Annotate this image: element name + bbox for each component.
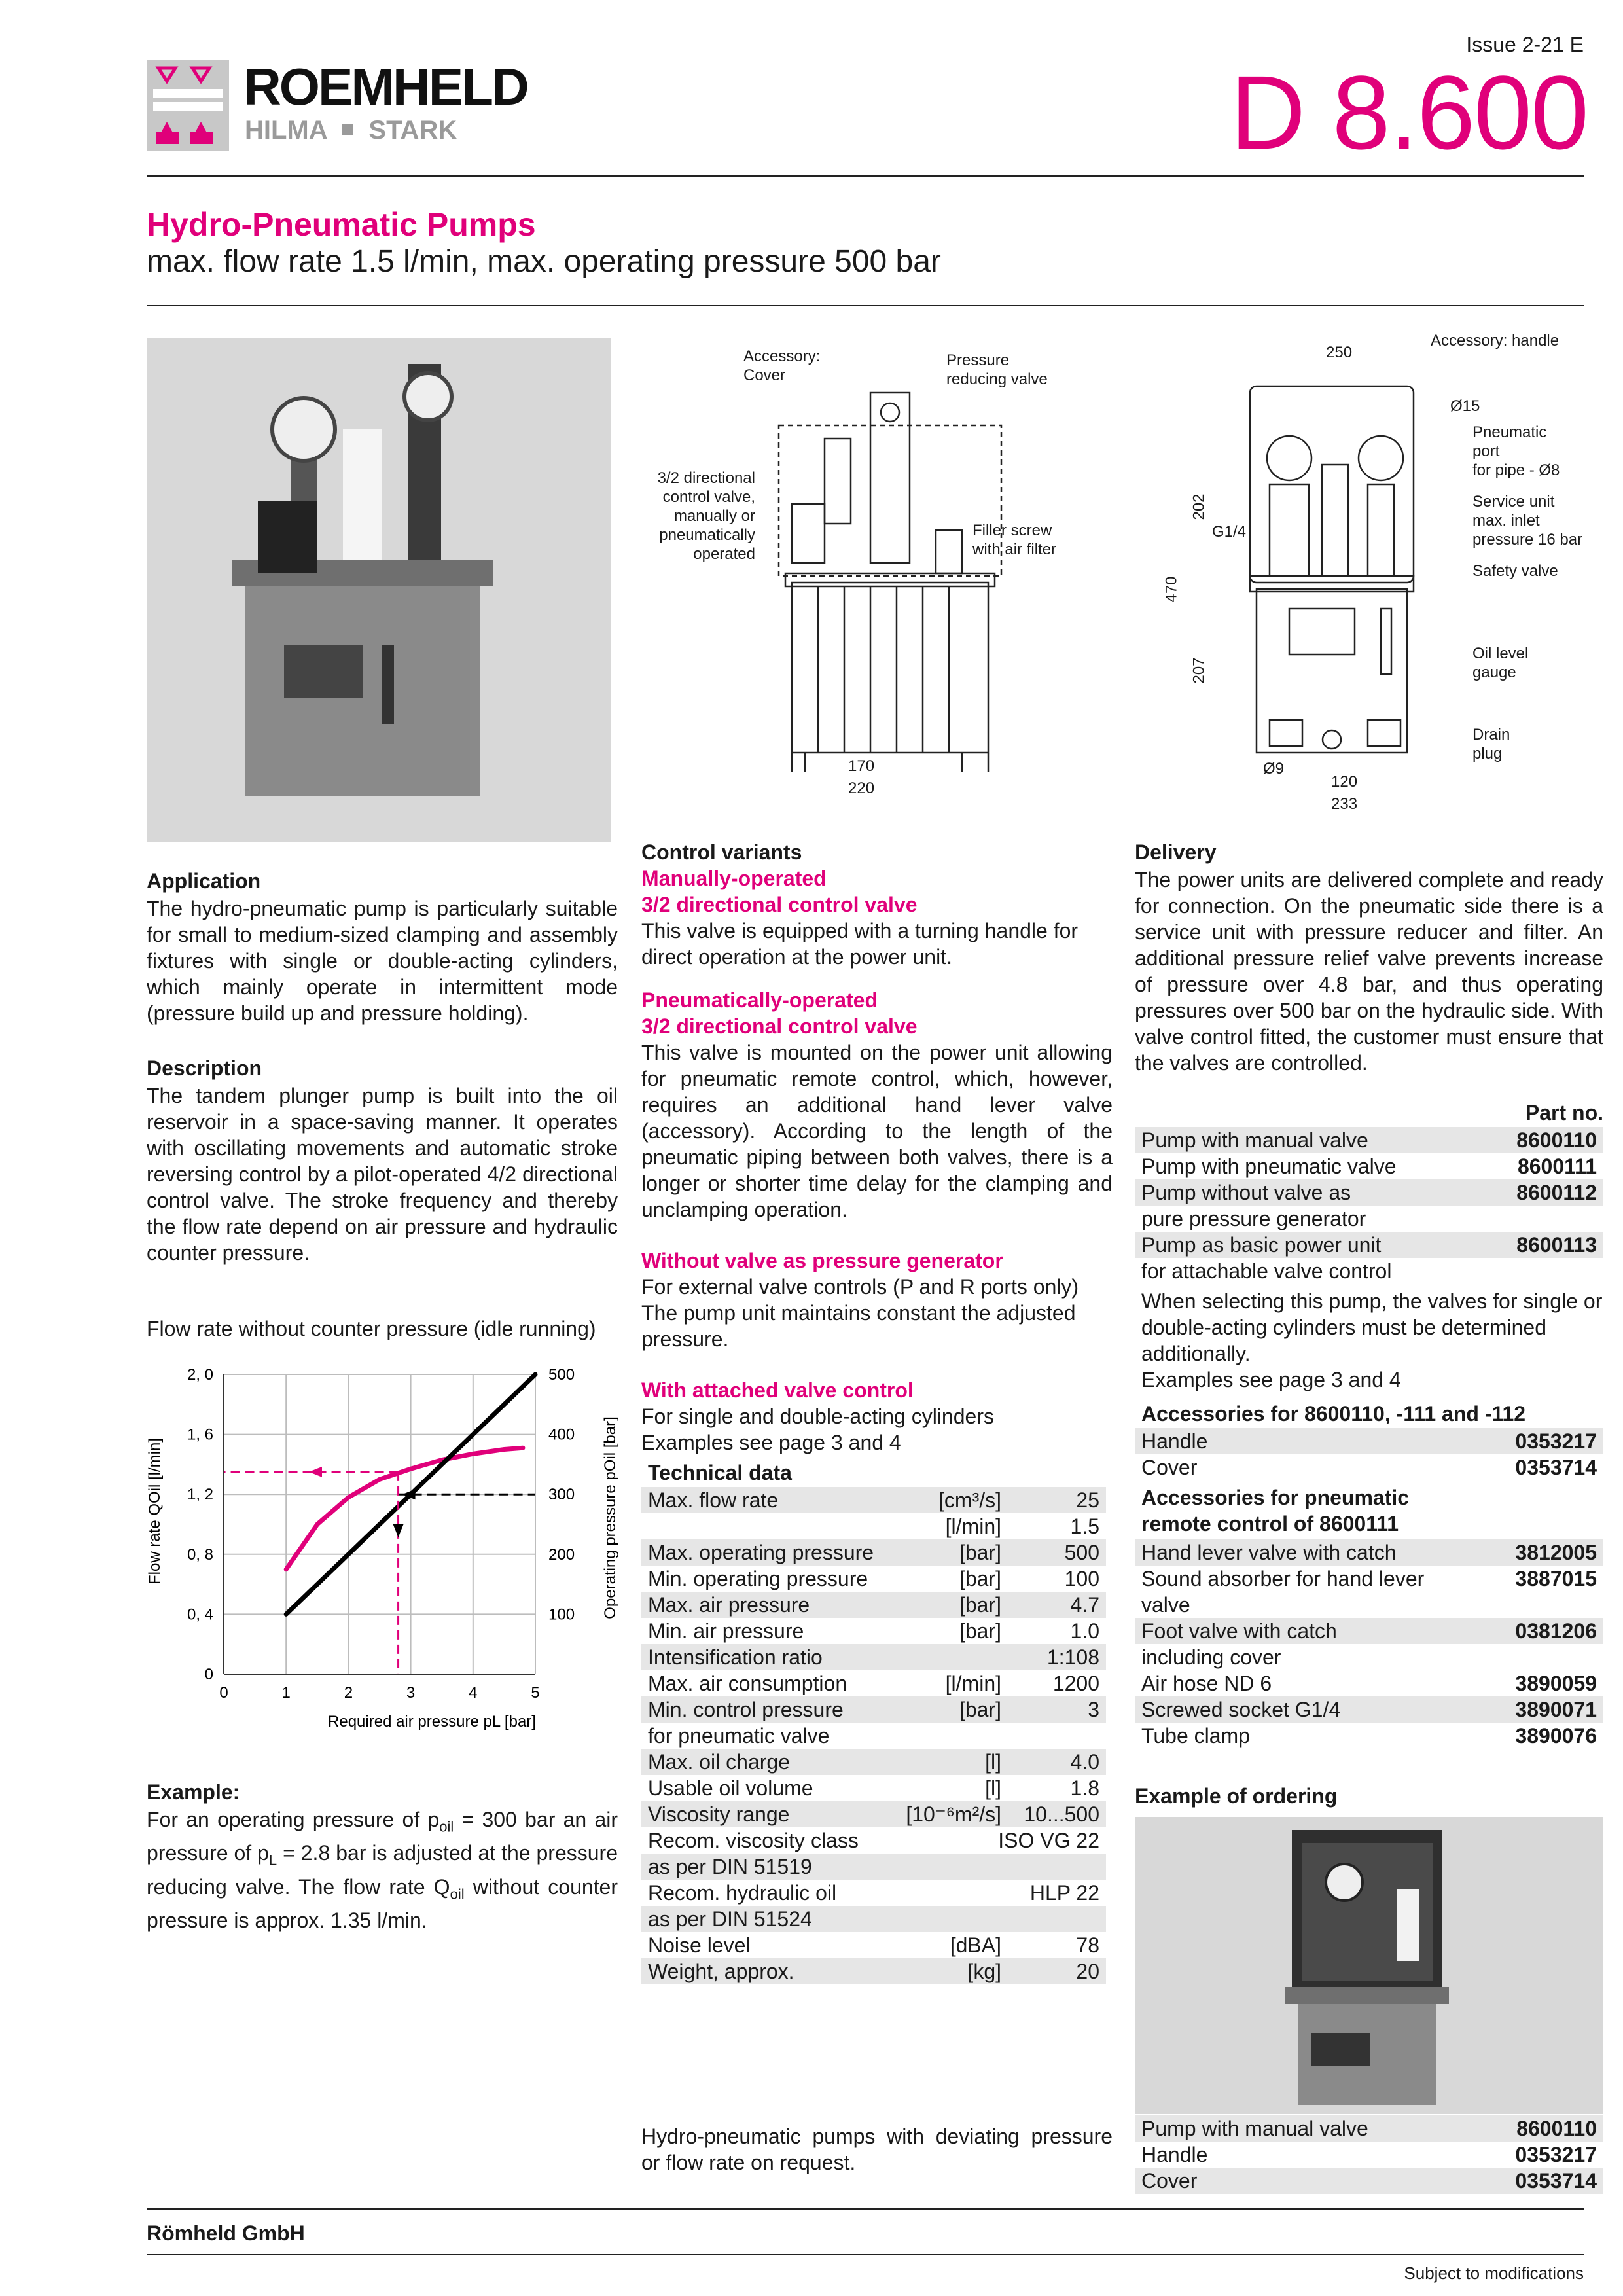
doc-number: D 8.600 [1230,54,1588,171]
part-label: Cover [1141,2169,1198,2193]
accessory-pneumatic-row [1135,1723,1603,1749]
tech-row [641,1749,1106,1775]
dim-233: 233 [1331,795,1358,813]
attached-heading: With attached valve control [641,1378,914,1402]
dim-207: 207 [1190,657,1208,684]
tech-row [641,1539,1106,1566]
accessories-heading: Accessories for 8600110, -111 and -112 [1141,1402,1526,1426]
tech-row [641,1880,1106,1906]
part-number: 8600110 [1516,1128,1597,1152]
tech-unit: [bar] [959,1698,1001,1721]
tech-row [641,1670,1106,1696]
brand-sub-stark: STARK [368,116,457,145]
tech-label: Max. air pressure [648,1593,810,1617]
flow-rate-chart [147,1361,631,1767]
footer-rule-2 [147,2254,1584,2255]
part-number: 3890076 [1515,1724,1597,1748]
y2-tick-label: 300 [548,1486,575,1504]
tech-value: 1:108 [1046,1645,1099,1669]
description-heading: Description [147,1056,262,1080]
example-heading: Example: [147,1780,240,1804]
accessory-pneumatic-row [1135,1644,1603,1670]
label-dia9: Ø9 [1263,760,1285,778]
y-axis-label: Flow rate QOil [l/min] [147,1437,164,1585]
attached-text: For single and double-acting cylinders Examples see page 3 and 4 [641,1405,994,1454]
footer-rule [147,2208,1584,2210]
tech-unit: [bar] [959,1619,1001,1643]
title-rule [147,305,1584,306]
footer-note: Subject to modifications [1404,2263,1584,2283]
tech-value: ISO VG 22 [998,1829,1099,1852]
tech-unit: [l/min] [945,1515,1001,1538]
tech-unit: [cm³/s] [938,1488,1001,1512]
part-number: 0353714 [1515,1456,1597,1479]
ordering-row [1135,2115,1603,2142]
part-number: 0353217 [1515,1429,1597,1453]
dim-470: 470 [1162,576,1181,603]
tech-value: 10...500 [1024,1803,1099,1826]
parts-row [1135,1179,1603,1206]
page-title: Hydro-Pneumatic Pumps [147,206,536,243]
tech-row [641,1854,1106,1880]
tech-value: 4.0 [1070,1750,1099,1774]
without-valve-heading: Without valve as pressure generator [641,1249,1003,1272]
label-service-unit: Service unit max. inlet pressure 16 bar [1472,493,1583,548]
tech-heading: Technical data [648,1461,792,1484]
tech-value: 500 [1064,1541,1099,1564]
part-label: Cover [1141,1456,1198,1479]
part-label: Pump with manual valve [1141,2117,1368,2140]
dim-120: 120 [1331,773,1358,791]
manual-heading-1: Manually-operated [641,867,827,890]
label-filler-screw: Filler screw with air filter [972,522,1057,558]
label-safety-valve: Safety valve [1472,562,1558,580]
part-number: 0353714 [1515,2169,1597,2193]
accessory-pneumatic-row [1135,1670,1603,1696]
x-tick-label: 2 [344,1684,353,1702]
tech-label: as per DIN 51524 [648,1907,812,1931]
tech-unit: [dBA] [950,1933,1001,1957]
dim-170: 170 [848,757,875,775]
x-axis-label: Required air pressure pL [bar] [328,1713,536,1731]
parts-table [1135,1127,1603,1284]
tech-value: 25 [1076,1488,1099,1512]
brand-name: ROEMHELD [243,58,527,116]
example-text: For an operating pressure of $p_{oil} = 300$ bar an air pressure of $p_L = 2.8$ bar is adjusted at the pressure reducing valve. The flow rate $Q_{oil}$ without counter pressure is approx. 1.35 l/min. [147,1808,618,1933]
accessories-pneumatic-table [1135,1539,1603,1749]
tech-label: Usable oil volume [648,1776,813,1800]
tech-row [641,1487,1106,1513]
part-label: for attachable valve control [1141,1259,1392,1283]
tech-row [641,1618,1106,1644]
tech-unit: [bar] [959,1541,1001,1564]
tech-row [641,1513,1106,1539]
label-dia15: Ø15 [1450,397,1480,415]
accessories-pneumatic-heading: Accessories for pneumatic remote control of 8600111 [1141,1486,1410,1535]
footer-company: Römheld GmbH [147,2221,305,2245]
part-label: Foot valve with catch [1141,1619,1337,1643]
label-handle: Accessory: handle [1431,332,1560,350]
part-label: Screwed socket G1/4 [1141,1698,1341,1721]
part-no-header: Part no. [1525,1101,1603,1124]
ordering-heading: Example of ordering [1135,1784,1338,1808]
description-text: The tandem plunger pump is built into the oil reservoir in a space-saving manner. It operates with oscillating movements and automatic stroke reversing control by a pilot-operated 4/2 directional control valve. The stroke frequency and thereby the flow rate depend on air pressure and hydraulic counter pressure. [147,1084,618,1265]
part-number: 3887015 [1515,1567,1597,1590]
tech-value: 4.7 [1070,1593,1099,1617]
x-tick-label: 4 [469,1684,478,1702]
tech-row [641,1592,1106,1618]
ordering-photo [1135,1817,1603,2114]
y-tick-label: 1, 2 [187,1486,213,1504]
part-label: valve [1141,1593,1190,1617]
parts-row [1135,1258,1603,1284]
accessories-table [1135,1428,1603,1480]
part-label: Pump as basic power unit [1141,1233,1382,1257]
tech-unit: [l/min] [945,1672,1001,1695]
label-cover: Accessory: Cover [743,348,821,384]
label-oil-gauge: Oil level gauge [1472,645,1529,681]
header-rule [147,175,1584,177]
application-heading: Application [147,869,261,893]
accessory-pneumatic-row [1135,1618,1603,1644]
y-tick-label: 0, 8 [187,1545,213,1564]
tech-value: 1200 [1052,1672,1099,1695]
y-tick-label: 1, 6 [187,1426,213,1444]
tech-label: Noise level [648,1933,751,1957]
part-number: 3812005 [1515,1541,1597,1564]
brand-sub [245,115,457,145]
brand-sub-separator [342,124,353,135]
logo-mark-icon [147,60,229,151]
part-number: 3890071 [1515,1698,1597,1721]
tech-label: Max. oil charge [648,1750,790,1774]
tech-row [641,1827,1106,1854]
product-photo [147,338,611,842]
part-label: Pump with pneumatic valve [1141,1155,1397,1178]
example-flow-arrow [309,1467,322,1477]
part-label: Handle [1141,1429,1208,1453]
x-tick-label: 0 [219,1684,228,1702]
tech-unit: [l] [985,1776,1001,1800]
control-heading: Control variants [641,840,802,864]
label-drain-plug: Drain plug [1472,726,1510,762]
y-tick-label: 2, 0 [187,1366,213,1384]
tech-label: Max. flow rate [648,1488,779,1512]
dim-220: 220 [848,780,875,797]
tech-row [641,1696,1106,1723]
application-text: The hydro-pneumatic pump is particularly suitable for small to medium-sized clamping and assembly fixtures with single or double-acting cylinders, which mainly operate in intermittent mode (pressure build up and pressure holding). [147,897,618,1025]
tech-label: Min. operating pressure [648,1567,868,1590]
tech-unit: [l] [985,1750,1001,1774]
accessory-row [1135,1428,1603,1454]
accessory-row [1135,1454,1603,1480]
tech-unit: [bar] [959,1567,1001,1590]
tech-unit: [kg] [967,1960,1001,1983]
tech-value: 1.8 [1070,1776,1099,1800]
part-number: 8600113 [1516,1233,1597,1257]
tech-row [641,1958,1106,1984]
tech-row [641,1723,1106,1749]
tech-row [641,1932,1106,1958]
delivery-heading: Delivery [1135,840,1217,864]
tech-unit: [bar] [959,1593,1001,1617]
logo [147,60,229,151]
parts-row [1135,1232,1603,1258]
tech-label: Recom. viscosity class [648,1829,859,1852]
example-air-arrow [393,1524,404,1537]
issue-label: Issue 2-21 E [1466,33,1584,56]
tech-label: for pneumatic valve [648,1724,830,1748]
tech-value: 1.5 [1070,1515,1099,1538]
pneumatic-text: This valve is mounted on the power unit allowing for pneumatic remote control, which, however, requires an additional hand lever valve (accessory). According to the length of the pneumatic piping between both valves, there is a longer or shorter time delay for the clamping and unclamping operation. [641,1041,1113,1221]
x-tick-label: 1 [281,1684,291,1702]
tech-label: Max. operating pressure [648,1541,874,1564]
part-number: 0381206 [1515,1619,1597,1643]
y2-tick-label: 100 [548,1605,575,1624]
pneumatic-heading-1: Pneumatically-operated [641,988,878,1012]
label-pneumatic-port: Pneumatic port for pipe - Ø8 [1472,423,1560,479]
part-label: Sound absorber for hand lever [1141,1567,1425,1590]
tech-label: Viscosity range [648,1803,790,1826]
part-number: 3890059 [1515,1672,1597,1695]
x-tick-label: 5 [531,1684,540,1702]
pneumatic-heading-2: 3/2 directional control valve [641,1014,918,1038]
tech-label: Weight, approx. [648,1960,794,1983]
tech-row [641,1644,1106,1670]
accessory-pneumatic-row [1135,1696,1603,1723]
tech-row [641,1566,1106,1592]
brand-sub-hilma: HILMA [245,116,327,145]
tech-label: as per DIN 51519 [648,1855,812,1878]
manual-heading-2: 3/2 directional control valve [641,893,918,916]
without-valve-text: For external valve controls (P and R ports only) The pump unit maintains constant the adjusted pressure. [641,1275,1079,1351]
parts-note: When selecting this pump, the valves for single or double-acting cylinders must be determined additionally. Examples see page 3 and 4 [1141,1289,1603,1391]
tech-value: HLP 22 [1029,1881,1099,1905]
part-label: Pump with manual valve [1141,1128,1368,1152]
manual-text: This valve is equipped with a turning handle for direct operation at the power unit. [641,919,1079,969]
tech-footnote: Hydro-pneumatic pumps with deviating pressure or flow rate on request. [641,2125,1113,2174]
tech-label: Min. air pressure [648,1619,804,1643]
tech-value: 1.0 [1070,1619,1099,1643]
tech-value: 20 [1076,1960,1099,1983]
tech-value: 78 [1076,1933,1099,1957]
dim-202: 202 [1190,493,1208,520]
chart-title: Flow rate without counter pressure (idle running) [147,1317,596,1340]
parts-row [1135,1127,1603,1153]
delivery-text: The power units are delivered complete and ready for connection. On the pneumatic side there is a service unit with pressure reducer and filter. An additional pressure relief valve prevents increase of pressure over 4.8 bar, and thus operating pressures over 500 bar on the hydraulic side. With valve control fitted, the customer must ensure that the valves are controlled. [1135,868,1603,1075]
part-label: Handle [1141,2143,1208,2166]
label-g14: G1/4 [1212,523,1247,541]
y-tick-label: 0 [204,1666,213,1683]
dim-250: 250 [1326,344,1353,361]
page-subtitle: max. flow rate 1.5 l/min, max. operating pressure 500 bar [147,244,941,279]
front-view-drawing [772,367,1021,772]
y2-axis-label: Operating pressure pOil [bar] [601,1416,619,1619]
accessory-pneumatic-row [1135,1539,1603,1566]
ordering-table [1135,2115,1603,2194]
flow-rate-curve [286,1448,523,1569]
tech-label: Recom. hydraulic oil [648,1881,837,1905]
tech-row [641,1906,1106,1932]
tech-row [641,1775,1106,1801]
y2-tick-label: 200 [548,1545,575,1564]
accessory-pneumatic-row [1135,1566,1603,1592]
tech-value: 100 [1064,1567,1099,1590]
part-label: Pump without valve as [1141,1181,1351,1204]
part-number: 8600111 [1517,1155,1597,1178]
part-label: pure pressure generator [1141,1207,1366,1230]
parts-row [1135,1153,1603,1179]
y2-tick-label: 500 [548,1366,575,1384]
parts-row [1135,1206,1603,1232]
y-tick-label: 0, 4 [187,1605,213,1624]
y2-tick-label: 400 [548,1426,575,1444]
part-label: including cover [1141,1645,1281,1669]
part-number: 8600110 [1516,2117,1597,2140]
part-number: 0353217 [1515,2143,1597,2166]
tech-row [641,1801,1106,1827]
tech-table [641,1487,1106,1984]
tech-unit: [10⁻⁶m²/s] [906,1803,1001,1826]
part-label: Hand lever valve with catch [1141,1541,1397,1564]
part-label: Air hose ND 6 [1141,1672,1272,1695]
tech-value: 3 [1088,1698,1099,1721]
tech-label: Min. control pressure [648,1698,844,1721]
tech-label: Max. air consumption [648,1672,847,1695]
side-view-drawing [1230,367,1440,785]
label-pressure-valve: Pressure reducing valve [946,351,1048,388]
part-number: 8600112 [1516,1181,1597,1204]
tech-label: Intensification ratio [648,1645,823,1669]
ordering-row [1135,2168,1603,2194]
ordering-row [1135,2142,1603,2168]
x-tick-label: 3 [406,1684,416,1702]
label-directional-valve: 3/2 directional control valve, manually or pneumatically operated [657,469,755,563]
accessory-pneumatic-row [1135,1592,1603,1618]
part-label: Tube clamp [1141,1724,1250,1748]
